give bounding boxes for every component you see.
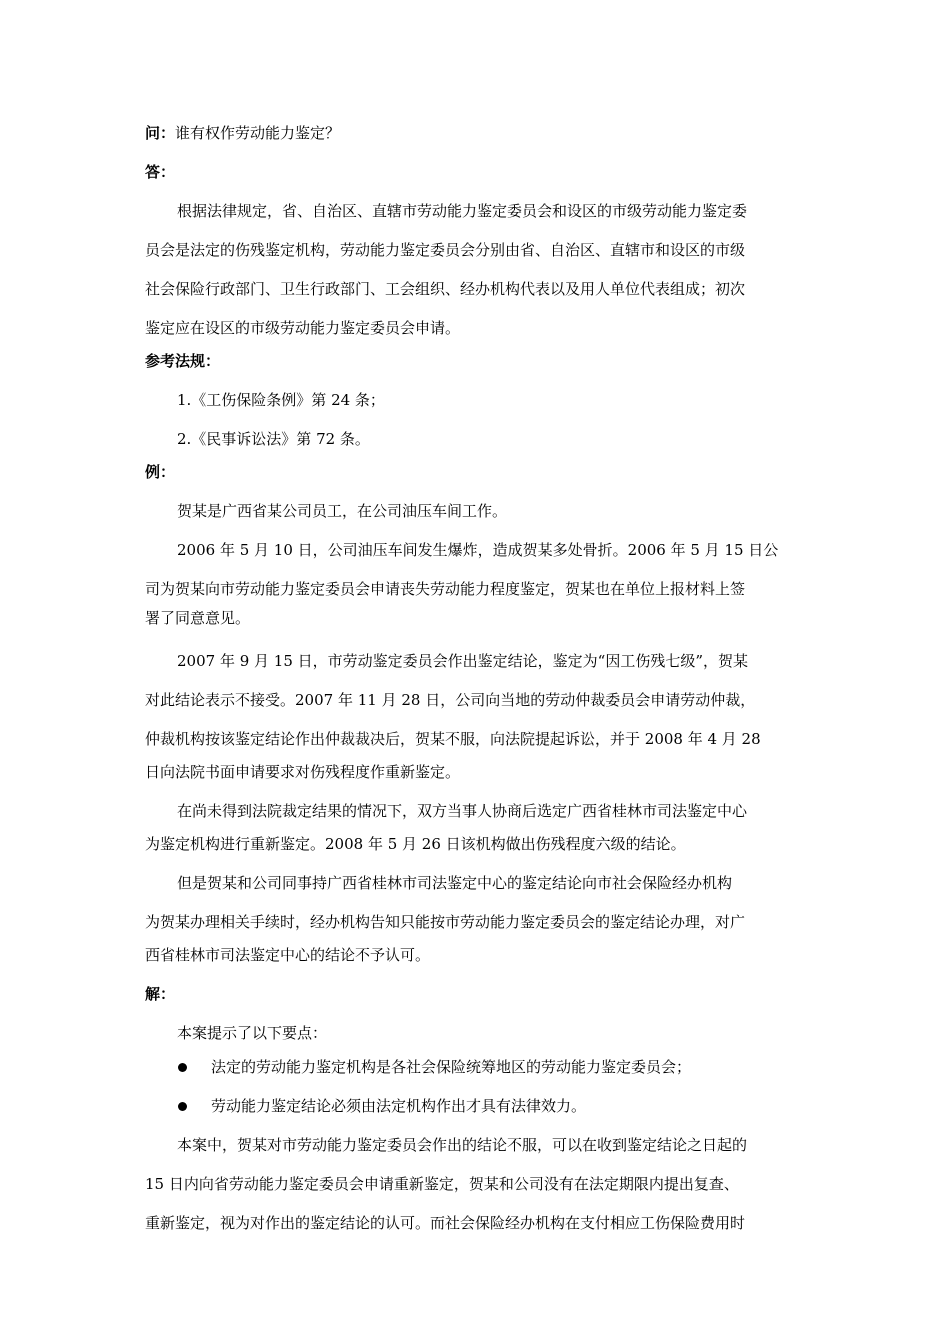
question-line — [145, 123, 810, 143]
example-line: 为贺某办理相关手续时，经办机构告知只能按市劳动能力鉴定委员会的鉴定结论办理，对广 — [145, 913, 746, 931]
analysis-line: 重新鉴定，视为对作出的鉴定结论的认可。而社会保险经办机构在支付相应工伤保险费用时 — [145, 1214, 746, 1232]
reference-item: 1.《工伤保险条例》第 24 条； — [177, 391, 385, 409]
example-line: 日向法院书面申请要求对伤残程度作重新鉴定。 — [145, 763, 461, 781]
example-line: 2007 年 9 月 15 日，市劳动鉴定委员会作出鉴定结论，鉴定为“因工伤残七级”，贺某 — [177, 652, 748, 670]
question-label: 问： — [145, 124, 176, 142]
analysis-bullet: 法定的劳动能力鉴定机构是各社会保险统筹地区的劳动能力鉴定委员会； — [211, 1058, 692, 1076]
example-line: 2006 年 5 月 10 日，公司油压车间发生爆炸，造成贺某多处骨折。2006 年 5 月 15 日公 — [177, 541, 779, 559]
bullet-dot-icon — [178, 1063, 187, 1072]
analysis-label: 解： — [145, 985, 176, 1003]
analysis-intro: 本案提示了以下要点： — [177, 1024, 328, 1042]
analysis-line: 本案中，贺某对市劳动能力鉴定委员会作出的结论不服，可以在收到鉴定结论之日起的 — [177, 1136, 748, 1154]
answer-label: 答： — [145, 163, 176, 181]
example-line: 为鉴定机构进行重新鉴定。2008 年 5 月 26 日该机构做出伤残程度六级的结论。 — [145, 835, 686, 853]
example-line: 但是贺某和公司同事持广西省桂林市司法鉴定中心的鉴定结论向市社会保险经办机构 — [177, 874, 733, 892]
example-line: 司为贺某向市劳动能力鉴定委员会申请丧失劳动能力程度鉴定，贺某也在单位上报材料上签 — [145, 580, 746, 598]
example-line: 对此结论表示不接受。2007 年 11 月 28 日，公司向当地的劳动仲裁委员会申请劳动仲裁， — [145, 691, 756, 709]
bullet-dot-icon — [178, 1102, 187, 1111]
example-line: 西省桂林市司法鉴定中心的结论不予认可。 — [145, 946, 431, 964]
example-line: 在尚未得到法院裁定结果的情况下，双方当事人协商后选定广西省桂林市司法鉴定中心 — [177, 802, 748, 820]
example-line: 仲裁机构按该鉴定结论作出仲裁裁决后，贺某不服，向法院提起诉讼，并于 2008 年 4 月 28 — [145, 730, 761, 748]
analysis-bullet: 劳动能力鉴定结论必须由法定机构作出才具有法律效力。 — [211, 1097, 587, 1115]
example-label: 例： — [145, 463, 176, 481]
reference-item: 2.《民事诉讼法》第 72 条。 — [177, 430, 370, 448]
analysis-line: 15 日内向省劳动能力鉴定委员会申请重新鉴定，贺某和公司没有在法定期限内提出复查、 — [145, 1175, 739, 1193]
answer-line: 员会是法定的伤残鉴定机构，劳动能力鉴定委员会分别由省、自治区、直辖市和设区的市级 — [145, 241, 746, 259]
answer-line: 鉴定应在设区的市级劳动能力鉴定委员会申请。 — [145, 319, 461, 337]
example-line: 署了同意意见。 — [145, 609, 251, 627]
answer-line: 社会保险行政部门、卫生行政部门、工会组织、经办机构代表以及用人单位代表组成；初次 — [145, 280, 746, 298]
example-line: 贺某是广西省某公司员工，在公司油压车间工作。 — [177, 502, 508, 520]
question-text: 谁有权作劳动能力鉴定？ — [175, 124, 341, 142]
references-label: 参考法规： — [145, 352, 221, 370]
answer-line: 根据法律规定，省、自治区、直辖市劳动能力鉴定委员会和设区的市级劳动能力鉴定委 — [177, 202, 748, 220]
